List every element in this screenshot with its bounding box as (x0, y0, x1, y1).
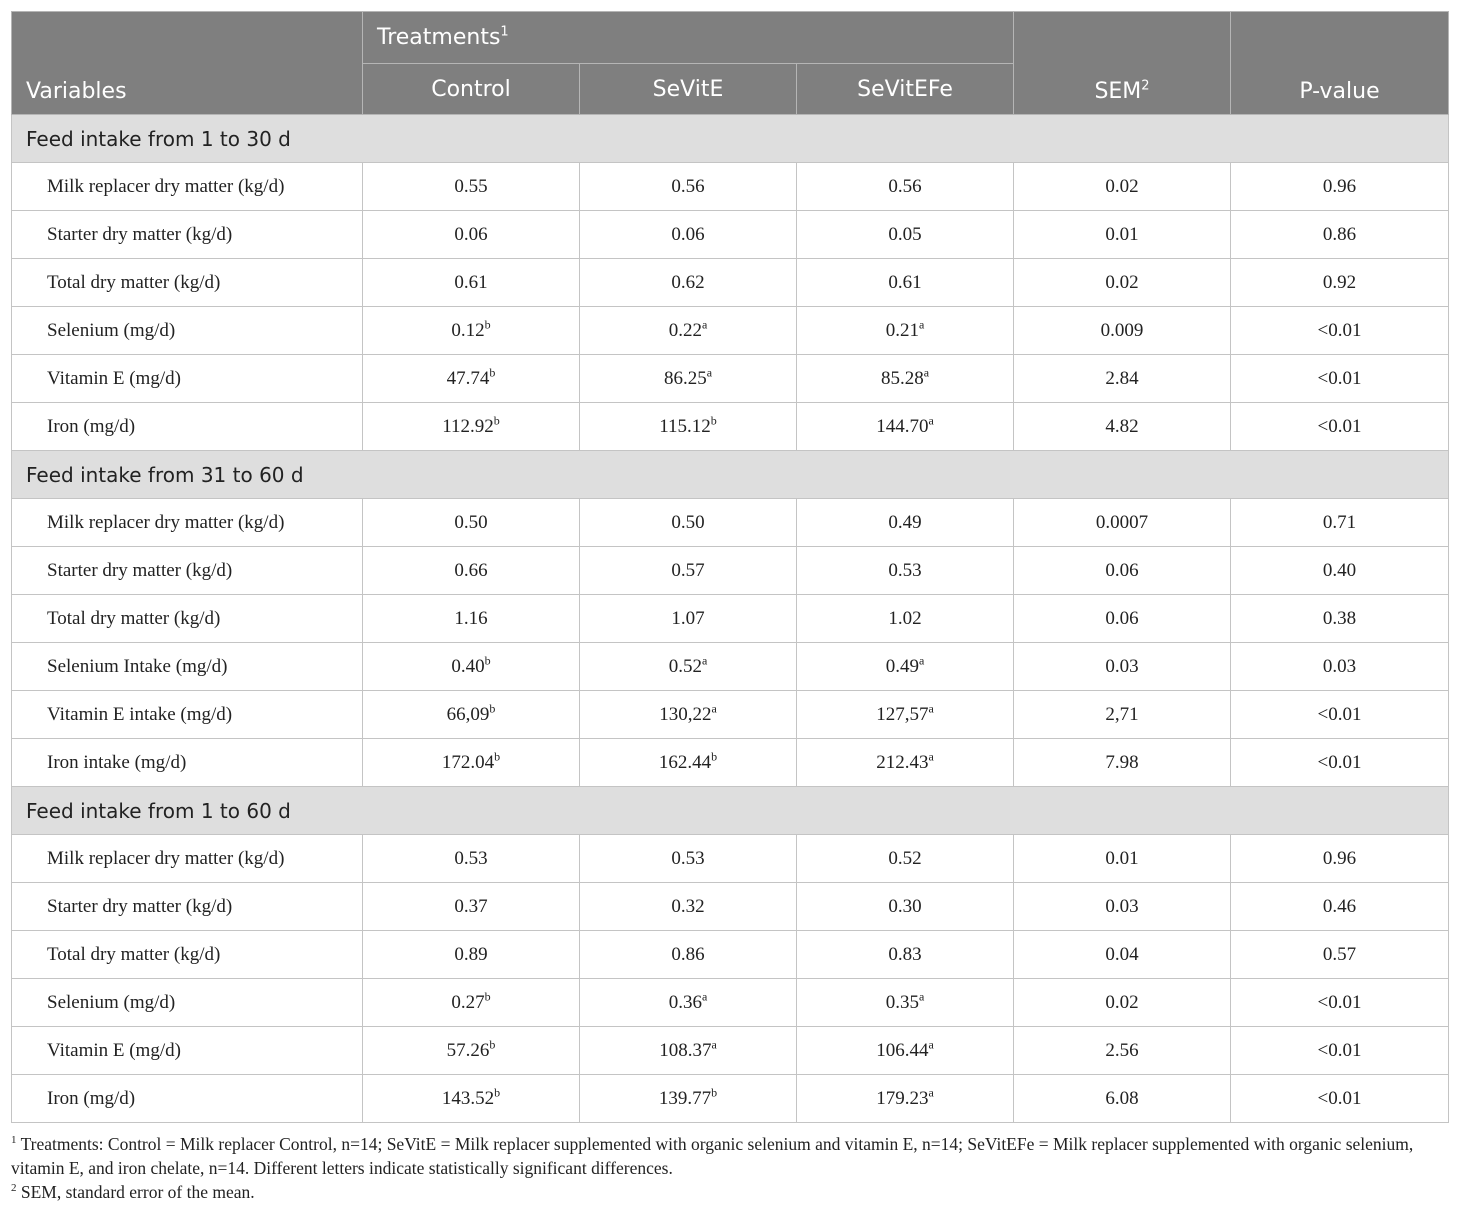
sevitefe-value: 0.30 (888, 895, 922, 917)
sevite-value: 86.25 (663, 367, 707, 389)
pvalue-cell: 0.57 (1231, 931, 1449, 979)
sevite-value: 0.06 (671, 223, 705, 245)
sem-cell: 0.02 (1014, 979, 1231, 1027)
control-cell (363, 739, 580, 787)
sevite-cell (580, 547, 797, 595)
pvalue-cell: 0.03 (1231, 643, 1449, 691)
significance-letter: b (484, 989, 491, 1004)
sevitefe-cell (797, 163, 1014, 211)
control-value: 112.92 (442, 415, 494, 437)
significance-letter: a (928, 701, 934, 716)
sevitefe-cell (797, 931, 1014, 979)
control-cell (363, 691, 580, 739)
significance-letter: a (701, 317, 708, 332)
table-row (12, 979, 1449, 1027)
variable-label: Selenium (mg/d) (12, 307, 363, 355)
sem-cell: 0.0007 (1014, 499, 1231, 547)
sevite-value: 0.50 (671, 511, 705, 533)
footnote-1 (11, 1132, 1451, 1180)
control-header: Control (363, 64, 580, 115)
sevite-cell (580, 1027, 797, 1075)
sevite-cell (580, 643, 797, 691)
control-value: 0.89 (454, 943, 488, 965)
control-cell (363, 931, 580, 979)
treatments-footnote-marker: 1 (500, 24, 509, 40)
sem-cell: 0.01 (1014, 211, 1231, 259)
section-row (12, 451, 1449, 499)
variable-label: Vitamin E (mg/d) (12, 355, 363, 403)
sevitefe-cell (797, 403, 1014, 451)
sem-cell: 0.01 (1014, 835, 1231, 883)
sem-cell: 0.009 (1014, 307, 1231, 355)
table-row (12, 307, 1449, 355)
sem-cell: 0.02 (1014, 163, 1231, 211)
footnote-marker: 1 (11, 1134, 17, 1147)
sevite-value: 162.44 (658, 751, 712, 773)
significance-letter: a (923, 365, 930, 380)
pvalue-cell: <0.01 (1231, 1075, 1449, 1123)
table-row (12, 691, 1449, 739)
sevitefe-value: 0.61 (888, 271, 922, 293)
sevitefe-value: 212.43 (876, 751, 929, 773)
section-title: Feed intake from 1 to 30 d (12, 115, 1449, 163)
variable-label: Starter dry matter (kg/d) (12, 211, 363, 259)
control-cell (363, 211, 580, 259)
sevitefe-cell (797, 1027, 1014, 1075)
control-value: 0.61 (454, 271, 488, 293)
control-cell (363, 307, 580, 355)
sevite-value: 0.32 (671, 895, 705, 917)
sem-cell: 2.56 (1014, 1027, 1231, 1075)
section-title: Feed intake from 31 to 60 d (12, 451, 1449, 499)
significance-letter: b (489, 701, 496, 716)
footnote-marker: 2 (11, 1182, 17, 1195)
sevitefe-cell (797, 691, 1014, 739)
sevite-cell (580, 883, 797, 931)
significance-letter: b (489, 365, 496, 380)
sevite-value: 108.37 (659, 1039, 712, 1061)
pvalue-cell: <0.01 (1231, 307, 1449, 355)
variable-label: Selenium (mg/d) (12, 979, 363, 1027)
control-cell (363, 547, 580, 595)
sevite-cell (580, 211, 797, 259)
control-cell (363, 355, 580, 403)
section-title: Feed intake from 1 to 60 d (12, 787, 1449, 835)
sem-cell: 7.98 (1014, 739, 1231, 787)
significance-letter: b (484, 653, 491, 668)
sevite-value: 0.56 (671, 175, 705, 197)
sevitefe-value: 85.28 (880, 367, 924, 389)
significance-letter: b (710, 413, 717, 428)
variable-label: Vitamin E (mg/d) (12, 1027, 363, 1075)
significance-letter: b (711, 1085, 718, 1100)
sem-cell: 2,71 (1014, 691, 1231, 739)
sem-cell: 4.82 (1014, 403, 1231, 451)
variable-label: Total dry matter (kg/d) (12, 595, 363, 643)
sevitefe-value: 0.35 (885, 991, 919, 1013)
control-value: 47.74 (446, 367, 490, 389)
sevitefe-cell (797, 355, 1014, 403)
sevite-value: 0.53 (671, 847, 705, 869)
variable-label: Milk replacer dry matter (kg/d) (12, 499, 363, 547)
sevitefe-cell (797, 979, 1014, 1027)
significance-letter: a (706, 365, 713, 380)
sevite-value: 0.36 (668, 991, 702, 1013)
table-row (12, 259, 1449, 307)
significance-letter: a (928, 1085, 934, 1100)
sevitefe-value: 106.44 (876, 1039, 929, 1061)
sevite-header: SeVitE (580, 64, 797, 115)
variable-label: Iron intake (mg/d) (12, 739, 363, 787)
section-row (12, 115, 1449, 163)
feed-intake-table (11, 11, 1449, 1123)
sevite-cell (580, 691, 797, 739)
control-value: 172.04 (441, 751, 495, 773)
variable-label: Iron (mg/d) (12, 1075, 363, 1123)
table-row (12, 163, 1449, 211)
significance-letter: a (711, 1037, 717, 1052)
sevitefe-value: 179.23 (876, 1087, 929, 1109)
sevitefe-cell (797, 499, 1014, 547)
sevite-value: 0.57 (671, 559, 705, 581)
control-value: 0.12 (451, 319, 485, 341)
table-row (12, 883, 1449, 931)
sevitefe-cell (797, 307, 1014, 355)
control-value: 1.16 (454, 607, 488, 629)
significance-letter: a (918, 989, 925, 1004)
sevitefe-value: 0.21 (885, 319, 919, 341)
sevite-cell (580, 163, 797, 211)
control-cell (363, 403, 580, 451)
sevitefe-value: 0.49 (888, 511, 922, 533)
variable-label: Starter dry matter (kg/d) (12, 883, 363, 931)
sevite-cell (580, 979, 797, 1027)
pvalue-cell: 0.40 (1231, 547, 1449, 595)
table-row (12, 355, 1449, 403)
table-row (12, 739, 1449, 787)
sevitefe-value: 0.83 (888, 943, 922, 965)
pvalue-cell: <0.01 (1231, 1027, 1449, 1075)
sem-cell: 2.84 (1014, 355, 1231, 403)
pvalue-cell: <0.01 (1231, 691, 1449, 739)
variables-header: Variables (12, 12, 363, 115)
sevite-cell (580, 931, 797, 979)
sevitefe-cell (797, 643, 1014, 691)
control-value: 0.66 (454, 559, 488, 581)
sem-cell: 0.03 (1014, 643, 1231, 691)
variable-label: Iron (mg/d) (12, 403, 363, 451)
table-body (12, 115, 1449, 1123)
sevitefe-value: 144.70 (876, 415, 929, 437)
control-cell (363, 1075, 580, 1123)
pvalue-cell: 0.96 (1231, 163, 1449, 211)
sevite-cell (580, 595, 797, 643)
control-cell (363, 979, 580, 1027)
control-value: 0.37 (454, 895, 488, 917)
pvalue-cell: <0.01 (1231, 739, 1449, 787)
sevitefe-cell (797, 547, 1014, 595)
significance-letter: b (484, 317, 491, 332)
pvalue-cell: <0.01 (1231, 403, 1449, 451)
significance-letter: a (701, 989, 708, 1004)
table-row (12, 595, 1449, 643)
sevitefe-header: SeVitEFe (797, 64, 1014, 115)
sevitefe-value: 0.49 (885, 655, 919, 677)
significance-letter: a (918, 317, 925, 332)
pvalue-cell: 0.96 (1231, 835, 1449, 883)
sem-header: SEM$^2$ (1014, 12, 1231, 115)
sevite-cell (580, 259, 797, 307)
pvalue-cell: 0.38 (1231, 595, 1449, 643)
section-row (12, 787, 1449, 835)
pvalue-cell: 0.86 (1231, 211, 1449, 259)
sevitefe-value: 0.56 (888, 175, 922, 197)
pvalue-cell: 0.71 (1231, 499, 1449, 547)
significance-letter: a (918, 653, 925, 668)
sevitefe-cell (797, 1075, 1014, 1123)
variable-label: Total dry matter (kg/d) (12, 259, 363, 307)
sevite-value: 0.22 (668, 319, 702, 341)
sevitefe-cell (797, 595, 1014, 643)
sem-cell: 0.06 (1014, 547, 1231, 595)
control-value: 143.52 (441, 1087, 495, 1109)
significance-letter: b (494, 749, 501, 764)
control-value: 66,09 (446, 703, 490, 725)
variable-label: Vitamin E intake (mg/d) (12, 691, 363, 739)
sem-cell: 0.02 (1014, 259, 1231, 307)
control-cell (363, 835, 580, 883)
variable-label: Milk replacer dry matter (kg/d) (12, 163, 363, 211)
sevite-value: 1.07 (671, 607, 705, 629)
sevitefe-value: 1.02 (888, 607, 922, 629)
table-row (12, 211, 1449, 259)
sevite-cell (580, 403, 797, 451)
significance-letter: b (489, 1037, 496, 1052)
sevitefe-cell (797, 739, 1014, 787)
sem-cell: 0.03 (1014, 883, 1231, 931)
sevite-cell (580, 355, 797, 403)
sevite-value: 0.62 (671, 271, 705, 293)
variable-label: Selenium Intake (mg/d) (12, 643, 363, 691)
sevitefe-cell (797, 211, 1014, 259)
pvalue-cell: <0.01 (1231, 979, 1449, 1027)
table-row (12, 499, 1449, 547)
table-row (12, 547, 1449, 595)
sevitefe-cell (797, 883, 1014, 931)
sevite-cell (580, 835, 797, 883)
treatments-header: Treatments$^1$ (363, 12, 1014, 64)
table-row (12, 1027, 1449, 1075)
table-row (12, 403, 1449, 451)
sevitefe-value: 0.52 (888, 847, 922, 869)
variable-label: Milk replacer dry matter (kg/d) (12, 835, 363, 883)
control-value: 0.06 (454, 223, 488, 245)
control-cell (363, 163, 580, 211)
control-value: 0.50 (454, 511, 488, 533)
sevitefe-cell (797, 259, 1014, 307)
footnote-2 (11, 1180, 1451, 1204)
sevite-cell (580, 1075, 797, 1123)
control-value: 0.55 (454, 175, 488, 197)
significance-letter: b (711, 749, 718, 764)
footnote-text: Treatments: Control = Milk replacer Control, n=14; SeVitE = Milk replacer supplemented with organic selenium and vitamin E, n=14; SeVitEFe = Milk replacer supplemented with organic selenium, vitamin E, and iron chelate, n=14. Different letters indicate statistically significant differences. (11, 1134, 1414, 1178)
sem-footnote-marker: 2 (1141, 78, 1150, 94)
sevite-cell (580, 739, 797, 787)
significance-letter: a (928, 1037, 934, 1052)
table-row (12, 931, 1449, 979)
table-row (12, 643, 1449, 691)
significance-letter: a (711, 701, 717, 716)
significance-letter: a (928, 749, 934, 764)
sevitefe-value: 127,57 (876, 703, 929, 725)
pvalue-cell: <0.01 (1231, 355, 1449, 403)
table-row (12, 835, 1449, 883)
sevite-cell (580, 307, 797, 355)
control-cell (363, 1027, 580, 1075)
sevite-value: 0.52 (668, 655, 702, 677)
sevite-cell (580, 499, 797, 547)
significance-letter: a (928, 413, 934, 428)
sevitefe-value: 0.53 (888, 559, 922, 581)
control-cell (363, 595, 580, 643)
sevite-value: 0.86 (671, 943, 705, 965)
pvalue-cell: 0.92 (1231, 259, 1449, 307)
sem-cell: 0.06 (1014, 595, 1231, 643)
pvalue-header: P-value (1231, 12, 1449, 115)
control-value: 0.40 (451, 655, 485, 677)
control-value: 0.53 (454, 847, 488, 869)
variable-label: Starter dry matter (kg/d) (12, 547, 363, 595)
control-value: 57.26 (446, 1039, 490, 1061)
variable-label: Total dry matter (kg/d) (12, 931, 363, 979)
control-value: 0.27 (451, 991, 485, 1013)
control-cell (363, 499, 580, 547)
footnote-text: SEM, standard error of the mean. (20, 1182, 255, 1202)
sevite-value: 115.12 (659, 415, 711, 437)
table-row (12, 1075, 1449, 1123)
sevitefe-cell (797, 835, 1014, 883)
control-cell (363, 883, 580, 931)
footnotes (11, 1132, 1451, 1204)
sevitefe-value: 0.05 (888, 223, 922, 245)
significance-letter: b (493, 413, 500, 428)
sevite-value: 130,22 (659, 703, 712, 725)
sevite-value: 139.77 (658, 1087, 712, 1109)
control-cell (363, 259, 580, 307)
significance-letter: b (494, 1085, 501, 1100)
sem-cell: 6.08 (1014, 1075, 1231, 1123)
significance-letter: a (701, 653, 708, 668)
sem-cell: 0.04 (1014, 931, 1231, 979)
control-cell (363, 643, 580, 691)
pvalue-cell: 0.46 (1231, 883, 1449, 931)
